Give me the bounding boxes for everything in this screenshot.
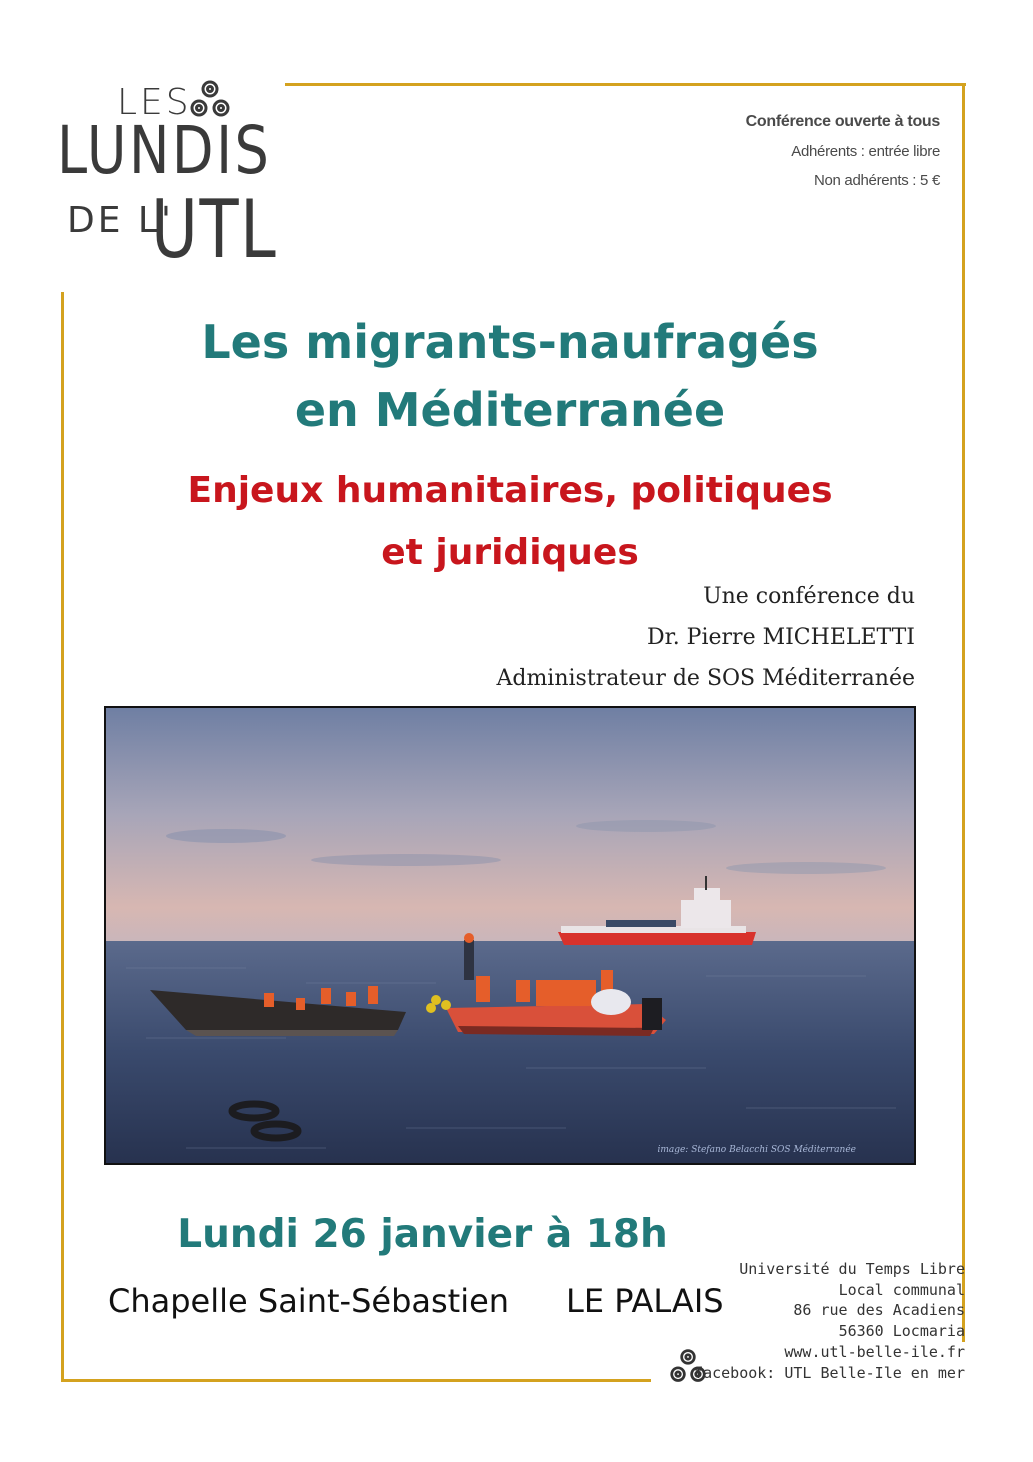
speaker-block <box>496 576 915 699</box>
title-line-2: en Méditerranée <box>294 383 726 437</box>
subtitle-line-1: Enjeux humanitaires, politiques <box>187 470 833 511</box>
organizer-facebook[interactable]: facebook: UTL Belle-Ile en mer <box>694 1363 965 1382</box>
organizer-place: Local communal <box>838 1280 965 1299</box>
speaker-intro: Une conférence du <box>703 584 915 609</box>
entry-info-members: Adhérents : entrée libre <box>791 143 940 160</box>
event-city: LE PALAIS <box>566 1282 724 1320</box>
entry-info-non-members: Non adhérents : 5 € <box>813 172 940 189</box>
event-date: Lundi 26 janvier à 18h <box>177 1212 668 1257</box>
logo-line-lundis: LUNDIS <box>57 112 272 189</box>
logo-line-utl: UTL <box>151 183 278 276</box>
subtitle-line-2: et juridiques <box>381 532 639 573</box>
logo-line-les: LES <box>117 82 192 123</box>
speaker-role: Administrateur de SOS Méditerranée <box>496 666 915 691</box>
organizer-street: 86 rue des Acadiens <box>793 1301 965 1320</box>
rescue-scene-illustration <box>106 708 914 1163</box>
photo-credit: image: Stefano Belacchi SOS Méditerranée <box>657 1145 856 1155</box>
lundis-utl-logo <box>55 78 285 278</box>
frame-top-line <box>285 83 966 86</box>
logo-line-de: DE L' <box>67 200 174 241</box>
entry-info-open: Conférence ouverte à tous <box>745 113 940 130</box>
frame-bottom-line <box>61 1379 651 1382</box>
event-venue: Chapelle Saint-Sébastien <box>108 1282 510 1320</box>
rescue-photo <box>104 706 916 1165</box>
organizer-website[interactable]: www.utl-belle-ile.fr <box>784 1342 965 1361</box>
triskele-icon <box>667 1347 709 1385</box>
organizer-name: Université du Temps Libre <box>739 1260 965 1278</box>
organizer-town: 56360 Locmaria <box>838 1322 965 1341</box>
entry-info <box>746 113 940 201</box>
speaker-name: Dr. Pierre MICHELETTI <box>646 625 915 650</box>
frame-right-line <box>962 83 965 1342</box>
organizer-address <box>694 1259 965 1383</box>
title-line-1: Les migrants-naufragés <box>201 315 819 369</box>
